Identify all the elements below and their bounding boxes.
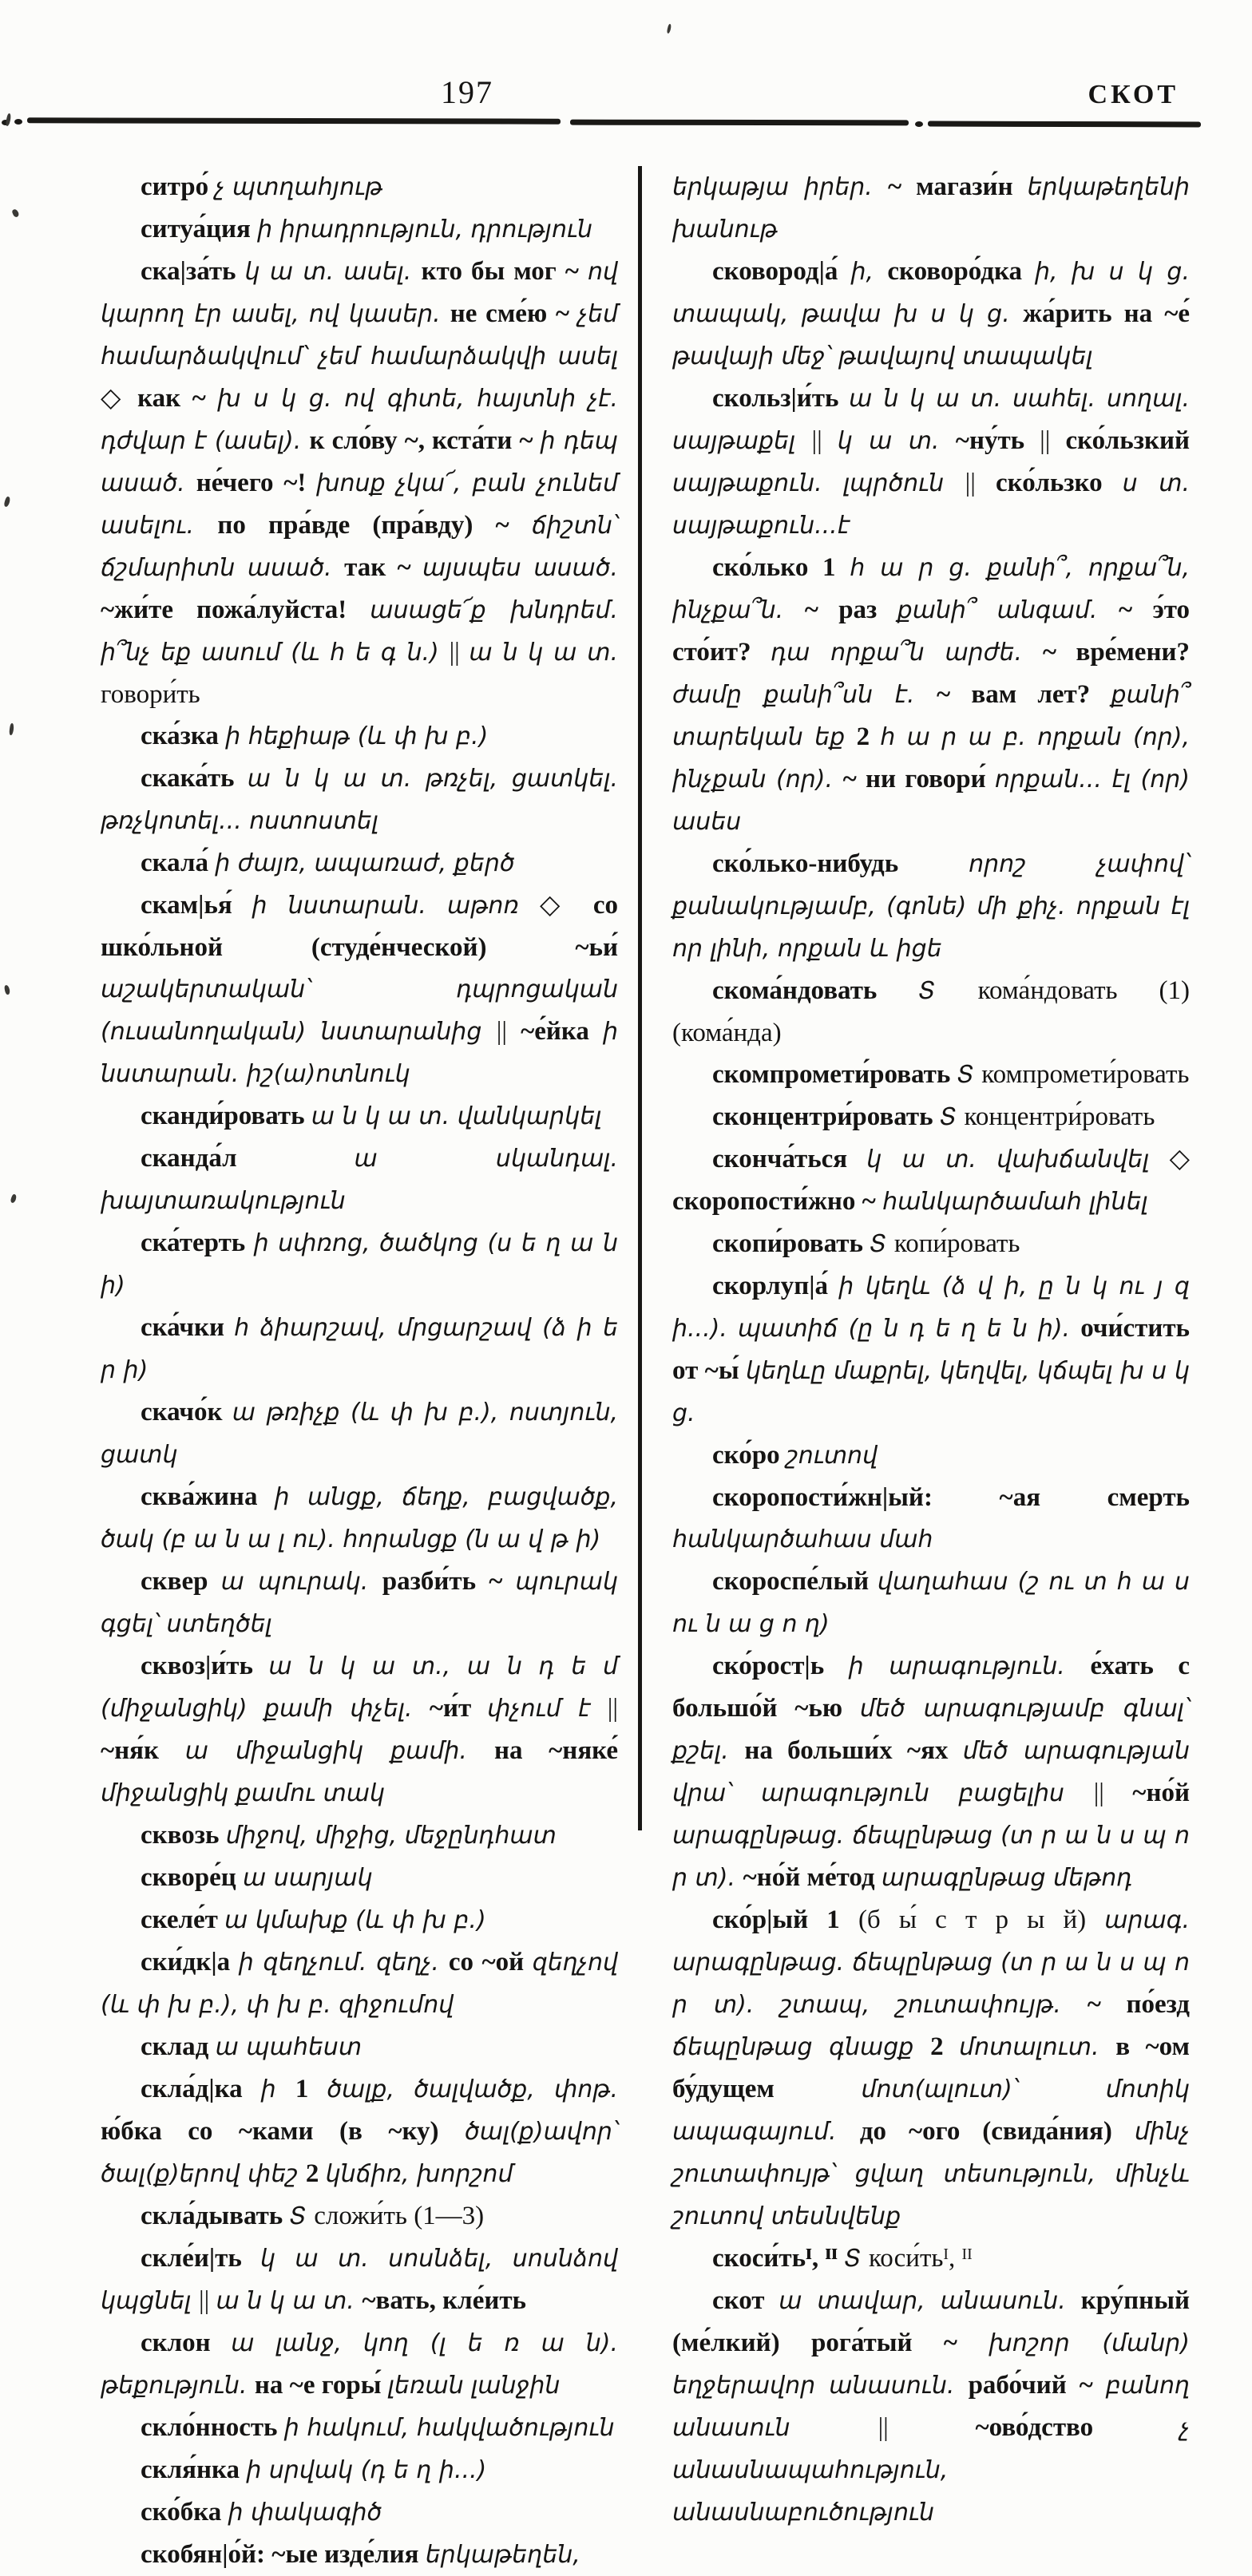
text-run: ||	[449, 638, 470, 667]
headword-or-example: 2	[930, 2032, 960, 2061]
scan-speck	[10, 1193, 17, 1203]
armenian-translation: ծալք, ծալվածք, փոթ.	[327, 2075, 618, 2103]
armenian-translation: շուտով	[786, 1442, 878, 1470]
dictionary-entry	[672, 1223, 1190, 1265]
headword-or-example: кру́пный (ме́лкий) рога́тый ~	[672, 2286, 1190, 2357]
headword-or-example: скля́нка	[141, 2455, 247, 2484]
armenian-translation: ի իրադրություն, դրություն	[257, 216, 593, 243]
armenian-translation: կնճիռ, խորշոմ	[325, 2160, 513, 2188]
armenian-translation: ա թռիչք (և փ խ բ.), ոստյուն, ցատկ	[101, 1399, 618, 1469]
dictionary-entry	[101, 208, 618, 251]
armenian-translation: ի փակագիծ	[228, 2499, 382, 2527]
headword-or-example: скома́ндовать	[712, 976, 919, 1005]
armenian-translation: երկաթյա իրեր.	[672, 173, 888, 201]
armenian-translation: հանկարծամահ լինել	[882, 1188, 1148, 1216]
dictionary-entry	[101, 1138, 618, 1222]
armenian-translation: ով կարող էր ասել, ով կասեր.	[101, 258, 618, 328]
headword-or-example: скам|ья́	[141, 891, 252, 920]
dictionary-entry	[672, 1899, 1190, 2238]
header-rule-dot	[14, 119, 22, 125]
headword-or-example: сканди́ровать	[141, 1102, 311, 1130]
armenian-translation: խոշոր (մանր) եղջերավոր անասուն.	[672, 2329, 1191, 2400]
headword-or-example: 2	[856, 722, 881, 751]
headword-or-example: ско́льзко	[996, 469, 1123, 497]
headword-or-example: ~ вам лет?	[937, 680, 1111, 709]
armenian-translation: մոտ(ալուտ)՝ մոտիկ ապագայում.	[672, 2075, 1190, 2146]
headword-or-example: е́хать с большо́й ~ью	[672, 1652, 1190, 1723]
dictionary-entry	[101, 2238, 618, 2322]
headword-or-example: ска́терть	[141, 1229, 254, 1257]
dictionary-entry	[101, 715, 618, 758]
headword-or-example: сквозь	[141, 1821, 226, 1850]
dictionary-entry	[101, 2322, 618, 2407]
armenian-translation: ի ժայռ, ապառաժ, քերծ	[215, 849, 515, 877]
headword-or-example: 1	[822, 553, 850, 582]
armenian-translation: չ անասնապահություն, անասնաբուծություն	[672, 2414, 1190, 2527]
headword-or-example: скака́ть	[141, 764, 248, 793]
headword-or-example: ~ово́дство	[975, 2413, 1180, 2442]
armenian-translation: ա պուրակ.	[220, 1568, 382, 1596]
armenian-translation: ա կմախք (և փ խ բ.)	[224, 1906, 486, 1934]
armenian-translation: կ ա տ. վախճանվել	[866, 1146, 1170, 1173]
armenian-translation: երկաթեղեն,	[425, 2541, 580, 2569]
armenian-translation: քանի՞ անգամ.	[897, 596, 1119, 624]
dictionary-entry	[672, 1054, 1190, 1096]
scan-speck	[3, 496, 11, 507]
headword-or-example: склон	[141, 2329, 232, 2357]
text-run: ◇	[101, 384, 138, 413]
armenian-translation: ա սկանդալ. խայտառակություն	[101, 1145, 618, 1215]
headword-or-example: как ~	[137, 384, 218, 413]
text-run: компромети́ровать	[981, 1060, 1190, 1089]
dictionary-entry	[101, 758, 618, 842]
dictionary-entry	[101, 2534, 618, 2576]
headword-or-example: со ~ой	[448, 1948, 533, 1977]
text-run: ◇	[540, 891, 593, 920]
headword-or-example: сквоз|и́ть	[141, 1652, 269, 1680]
text-run: сложи́ть (1—3)	[314, 2202, 485, 2230]
headword-or-example: скворе́ц	[141, 1863, 244, 1892]
armenian-translation: Տ	[918, 977, 978, 1005]
headword-or-example: 1	[826, 1905, 858, 1934]
headword-or-example: ~жи́те пожа́луйста!	[101, 596, 370, 624]
armenian-translation: չ պտղահյութ	[215, 173, 383, 201]
dictionary-entry	[101, 1476, 618, 1561]
armenian-translation: արագընթաց. ճեպընթաց (տ ր ա ն ս պ ո ր տ).	[672, 1822, 1190, 1892]
headword-or-example: скла́д|ка	[141, 2075, 261, 2103]
armenian-translation: ա սարյակ	[243, 1864, 373, 1892]
dictionary-entry	[101, 2068, 618, 2195]
headword-or-example: ~е́йка	[521, 1017, 603, 1046]
dictionary-entry	[101, 2026, 618, 2068]
headword-or-example: ска́чки	[141, 1313, 235, 1342]
dictionary-entry	[672, 1561, 1190, 1645]
armenian-translation: մինչ շուտափույթ՝ ցվաղ տեսություն, մինչև շուտով տեսնվենք	[672, 2118, 1190, 2230]
text-run: копи́ровать	[893, 1229, 1020, 1258]
header-rule	[570, 120, 909, 126]
scan-speck	[4, 985, 10, 995]
dictionary-entry	[101, 1095, 618, 1138]
armenian-translation: աշակերտական՝ դպրոցական (ուսանողական) նստարանից	[101, 975, 618, 1046]
headword-or-example: скопи́ровать	[712, 1229, 870, 1258]
headword-or-example: не́чего ~!	[196, 469, 317, 497]
right-column	[672, 166, 1190, 2534]
headword-or-example: рабо́чий ~	[968, 2371, 1106, 2400]
headword-or-example: скачо́к	[141, 1398, 232, 1426]
headword-or-example: ~ вре́мени?	[1042, 638, 1190, 667]
headword-or-example: к сло́ву ~, кста́ти ~	[309, 426, 541, 455]
headword-or-example: скоси́тьᴵ, ᴵᴵ	[712, 2244, 845, 2273]
headword-or-example: сканда́л	[141, 1144, 355, 1173]
headword-or-example: ска|за́ть	[141, 257, 245, 286]
headword-or-example: ско́лько-нибудь	[712, 849, 969, 878]
armenian-translation: ծալ(ք)ավոր՝ ծալ(ք)երով փեշ	[101, 2118, 618, 2188]
text-run: кома́ндовать (1) (кома́нда)	[672, 976, 1190, 1047]
headword-or-example: 2	[305, 2159, 326, 2188]
scan-speck	[5, 113, 11, 127]
armenian-translation: որոշ չափով՝ քանակությամբ, (գոնե) մի քիչ. որքան էլ որ լինի, որքան և իցե	[672, 850, 1190, 963]
column-divider	[638, 166, 642, 1830]
page-number: 197	[441, 74, 493, 110]
armenian-translation: Տ	[939, 1103, 965, 1131]
text-run: ||	[199, 2286, 216, 2315]
dictionary-entry	[101, 166, 618, 208]
armenian-translation: դա որքա՞ն արժե.	[771, 639, 1043, 667]
headword-or-example: ~ по́езд	[1087, 1990, 1190, 2019]
scan-speck	[9, 723, 14, 736]
armenian-translation: ի,	[850, 258, 888, 286]
dictionary-entry	[101, 842, 618, 884]
armenian-translation: հանկարծահաս մահ	[672, 1525, 933, 1553]
armenian-translation: հ ձիարշավ, մրցարշավ (ձ ի ե ր ի)	[101, 1314, 618, 1384]
header-rule	[928, 121, 1201, 128]
headword-or-example: скала́	[141, 849, 216, 877]
armenian-translation: խ ս կ ց. ով գիտե, հայտնի չէ. դժվար է (ասել).	[101, 385, 618, 455]
armenian-translation: մեծ արագության վրա՝ արագություն բացելիս	[672, 1737, 1190, 1807]
headword-or-example: скот	[712, 2286, 779, 2315]
headword-or-example: скло́нность	[141, 2413, 284, 2442]
armenian-translation: Տ	[289, 2202, 315, 2230]
headword-or-example: ~ну́ть	[955, 426, 1040, 455]
headword-or-example: ска́зка	[141, 722, 226, 750]
armenian-translation: լեռան լանջին	[387, 2372, 561, 2400]
armenian-translation: զեղչով (և փ խ բ.), փ խ բ. զիջումով	[101, 1949, 618, 2019]
dictionary-entry	[672, 1096, 1190, 1138]
dictionary-entry	[101, 884, 618, 1095]
armenian-translation: ի նստարան. աթոռ	[252, 892, 541, 920]
headword-or-example: очи́стить от ~ы́	[672, 1314, 1190, 1385]
headword-or-example: скла́дывать	[141, 2202, 290, 2230]
armenian-translation: արագընթաց մեթոդ	[881, 1864, 1133, 1892]
armenian-translation: հ ա ր ց. քանի՞, որքա՞ն, ինչքա՞ն.	[672, 554, 1190, 624]
armenian-translation: ճիշտն՝ ճշմարիտն ասած.	[101, 512, 618, 582]
text-run: ||	[607, 1694, 618, 1723]
text-run: коси́тьᴵ, ᴵᴵ	[868, 2244, 973, 2273]
armenian-translation: Տ	[957, 1061, 982, 1089]
armenian-translation: ճեպընթաց գնացք	[672, 2033, 931, 2061]
headword-or-example: ситуа́ция	[141, 215, 258, 243]
armenian-translation: ա պահեստ	[215, 2033, 363, 2061]
scan-speck	[667, 24, 672, 34]
headword-or-example: ско́бка	[141, 2498, 228, 2527]
headword-or-example: сковород|а́	[712, 257, 851, 286]
armenian-translation: քանի՞ տարեկան եք	[672, 681, 1190, 751]
armenian-translation: ի հակում, հակվածություն	[283, 2414, 615, 2442]
headword-or-example: скороспе́лый	[712, 1567, 878, 1596]
dictionary-entry	[672, 166, 1190, 251]
armenian-translation: ի, խ ս կ ց. տապակ, թավա խ ս կ ց.	[672, 258, 1190, 328]
dictionary-entry	[672, 1645, 1190, 1899]
armenian-translation: երկաթեղենի խանութ	[672, 173, 1191, 243]
headword-or-example: жа́рить на ~е́	[1023, 299, 1190, 328]
headword-or-example: скобян|о́й: ~ые изде́лия	[141, 2540, 426, 2569]
headword-or-example: до ~ого (свида́ния)	[859, 2117, 1135, 2146]
dictionary-entry	[672, 843, 1190, 970]
headword-or-example: ско́ро	[712, 1441, 786, 1470]
headword-or-example: сконча́ться	[712, 1145, 867, 1173]
headword-or-example: со шко́льной (студе́нческой) ~ьи́	[101, 891, 618, 962]
dictionary-entry	[672, 251, 1190, 378]
armenian-translation: ասացե՜ք խնդրեմ. ի՞նչ եք ասում (և հ ե գ ն.)	[101, 596, 618, 667]
headword-or-example: ~ня́к	[101, 1736, 185, 1765]
text-run: ||	[965, 469, 996, 497]
armenian-translation: ի	[260, 2075, 295, 2103]
headword-or-example: сквер	[141, 1567, 221, 1596]
dictionary-entry	[672, 1265, 1190, 1434]
armenian-translation: փչում է	[487, 1695, 608, 1723]
headword-or-example: ско́лько	[712, 553, 823, 582]
dictionary-entry	[101, 1561, 618, 1645]
armenian-translation: ի սրվակ (դ ե ղ ի...)	[246, 2456, 487, 2484]
headword-or-example: не сме́ю ~	[450, 299, 578, 328]
dictionary-entry	[672, 2280, 1190, 2534]
text-run: (б ы́ с т р ы й)	[858, 1905, 1105, 1934]
headword-or-example: сква́жина	[141, 1482, 275, 1511]
dictionary-entry	[101, 1814, 618, 1857]
armenian-translation: ա տավար, անասուն.	[779, 2287, 1081, 2315]
left-column	[101, 166, 618, 2576]
headword-or-example: скомпромети́ровать	[712, 1060, 957, 1089]
dictionary-entry	[101, 2449, 618, 2491]
headword-or-example: скле́и|ть	[141, 2244, 260, 2273]
headword-or-example: ско́рост|ь	[712, 1652, 849, 1680]
armenian-translation: ս տ. սայթաքուն...է	[672, 469, 1191, 540]
text-run: ||	[1093, 1779, 1133, 1807]
armenian-translation: ի անցք, ճեղք, բացվածք, ծակ (բ ա ն ա լ ու). հորանցք (ն ա վ թ ի)	[101, 1483, 618, 1553]
dictionary-entry	[672, 1138, 1190, 1223]
armenian-translation: մոտալուտ.	[959, 2033, 1116, 2061]
armenian-translation: ա ն կ ա տ.	[216, 2287, 363, 2315]
dictionary-entry	[101, 1941, 618, 2026]
header-rule	[27, 117, 561, 124]
armenian-translation: ա ն կ ա տ. վանկարկել	[311, 1102, 602, 1130]
headword-or-example: скеле́т	[141, 1905, 225, 1934]
dictionary-entry	[101, 1222, 618, 1307]
headword-or-example: ~ ни говори́	[842, 765, 995, 793]
dictionary-entry	[672, 970, 1190, 1054]
armenian-translation: վաղահաս (շ ու տ հ ա ս ու ն ա ց ո ղ)	[672, 1568, 1190, 1638]
dictionary-entry	[672, 2238, 1190, 2280]
armenian-translation: կ ա տ.	[837, 427, 956, 455]
dictionary-entry	[101, 1307, 618, 1391]
armenian-translation: չեմ համարձակվում՝ չեմ համարձակվի ասել	[101, 300, 618, 370]
headword-or-example: на ~е горы́	[254, 2371, 388, 2400]
armenian-translation: ա ն կ ա տ. թռչել, ցատկել. թռչկոտել... ոստոստել	[101, 765, 618, 835]
headword-or-example: на ~няке́	[493, 1736, 619, 1765]
text-run: ◇	[1169, 1145, 1190, 1173]
dictionary-entry	[672, 1477, 1190, 1561]
armenian-translation: մեծ արագությամբ գնալ՝ քշել.	[672, 1695, 1190, 1765]
headword-or-example: ски́дк|а	[141, 1948, 239, 1977]
headword-or-example: по пра́вде (пра́вду) ~	[217, 511, 532, 540]
armenian-translation: արագ. արագընթաց. ճեպընթաց (տ ր ա ն ս պ ո ր տ). շտապ, շուտափույթ.	[672, 1906, 1191, 2019]
armenian-translation: բանող անասուն	[672, 2372, 1190, 2442]
dictionary-entry	[101, 2491, 618, 2534]
headword-or-example: скорлуп|а́	[712, 1272, 839, 1300]
text-run: говори́ть	[101, 680, 200, 709]
dictionary-entry	[672, 547, 1190, 843]
armenian-translation: կեղևը մաքրել, կեղվել, կճպել խ ս կ ց.	[672, 1357, 1190, 1427]
headword-or-example: скоропости́жн|ый: ~ая смерть	[712, 1483, 1190, 1512]
armenian-translation: ա միջանցիկ քամի.	[184, 1737, 494, 1765]
headword-or-example: скоропости́жно ~	[672, 1187, 883, 1216]
armenian-translation: խոսք չկա՜, բան չունեմ ասելու.	[101, 469, 618, 540]
armenian-translation: կ ա տ. սոսնձել, սոսնձով կպցնել	[101, 2245, 619, 2315]
armenian-translation: հ ա ր ա բ. որքան (որ), ինչքան (որ).	[672, 723, 1191, 793]
headword-or-example: ~ раз	[804, 596, 897, 624]
header-rule-dot	[915, 121, 923, 127]
headword-or-example: ~и́т	[429, 1694, 488, 1723]
armenian-translation: Տ	[870, 1230, 894, 1258]
armenian-translation: սայթաքուն. լպրծուն	[672, 469, 965, 497]
armenian-translation: Տ	[844, 2245, 869, 2273]
text-run: ||	[878, 2413, 976, 2442]
headword-or-example: ~но́й ме́тод	[743, 1863, 882, 1892]
headword-or-example: на больши́х ~ях	[744, 1736, 963, 1765]
dictionary-entry	[672, 378, 1190, 547]
armenian-translation: ժամը քանի՞սն է.	[672, 681, 937, 709]
headword-or-example: ско́р|ый	[712, 1905, 827, 1934]
armenian-translation: ի դեպ ասած.	[101, 427, 618, 497]
headword-or-example: ско́льзкий	[1065, 426, 1190, 455]
armenian-translation: այսպես ասած.	[422, 554, 618, 582]
text-run: ||	[496, 1017, 521, 1046]
armenian-translation: միջանցիկ քամու տակ	[101, 1779, 386, 1807]
text-run: ||	[811, 426, 838, 455]
headword-or-example: сконцентри́ровать	[712, 1102, 940, 1131]
headword-or-example: ю́бка со ~ками (в ~ку)	[101, 2117, 466, 2146]
headword-or-example: ситро́	[141, 172, 216, 201]
dictionary-entry	[101, 2407, 618, 2449]
dictionary-entry	[101, 1899, 618, 1941]
armenian-translation: պուրակ գցել՝ ստեղծել	[101, 1568, 619, 1638]
headword-or-example: ~ э́то сто́ит?	[672, 596, 1190, 667]
headword-or-example: в ~ом бу́дущем	[672, 2032, 1191, 2103]
headword-or-example: кто бы мог ~	[421, 257, 588, 286]
dictionary-entry	[101, 1645, 618, 1814]
armenian-translation: ա ն կ ա տ.	[469, 639, 618, 667]
dictionary-entry	[101, 2195, 618, 2238]
dictionary-entry	[101, 1391, 618, 1476]
headword-or-example: склад	[141, 2032, 216, 2061]
dictionary-entry	[101, 251, 618, 715]
headword-or-example: так ~	[344, 553, 422, 582]
headword-or-example: ~вать, кле́ить	[362, 2286, 527, 2315]
guide-word: СКОТ	[1088, 80, 1179, 109]
armenian-translation: կ ա տ. ասել.	[244, 258, 422, 286]
headword-or-example: ~но́й	[1132, 1779, 1190, 1807]
armenian-translation: ի արագություն.	[848, 1652, 1091, 1680]
armenian-translation: ի կեղև (ձ վ ի, ը ն կ ու յ զ ի...). պատիճ (ը ն դ ե ղ ե ն ի).	[672, 1272, 1190, 1343]
armenian-translation: ի զեղչում. զեղչ.	[238, 1949, 449, 1977]
armenian-translation: որքան... էլ (որ) ասես	[672, 766, 1190, 836]
armenian-translation: միջով, միջից, մեջընդհատ	[225, 1822, 557, 1850]
armenian-translation: ա ն կ ա տ. սահել. սողալ. սայթաքել	[672, 385, 1191, 455]
dictionary-entry	[672, 1434, 1190, 1477]
headword-or-example: 1	[295, 2075, 327, 2103]
scan-speck	[11, 208, 19, 218]
headword-or-example: ~ магази́н	[887, 172, 1028, 201]
armenian-translation: ի հեքիաթ (և փ խ բ.)	[225, 722, 489, 750]
headword-or-example: разби́ть ~	[382, 1567, 516, 1596]
headword-or-example: скольз|и́ть	[712, 384, 850, 413]
armenian-translation: ի նստարան. իշ(ա)ոտնուկ	[101, 1018, 618, 1088]
armenian-translation: թավայի մեջ՝ թավայով տապակել	[672, 342, 1093, 370]
armenian-translation: ա ն կ ա տ., ա ն դ ե մ (միջանցիկ) քամի փչել.	[101, 1652, 618, 1723]
text-run: ||	[1040, 426, 1066, 455]
text-run: концентри́ровать	[964, 1102, 1155, 1131]
armenian-translation: ի սփռոց, ծածկոց (ս ե ղ ա ն ի)	[101, 1229, 618, 1300]
headword-or-example: сковоро́дка	[887, 257, 1036, 286]
armenian-translation: ա լանջ, կող (լ ե ռ ա ն). թեքություն.	[101, 2329, 618, 2400]
dictionary-entry	[101, 1857, 618, 1899]
